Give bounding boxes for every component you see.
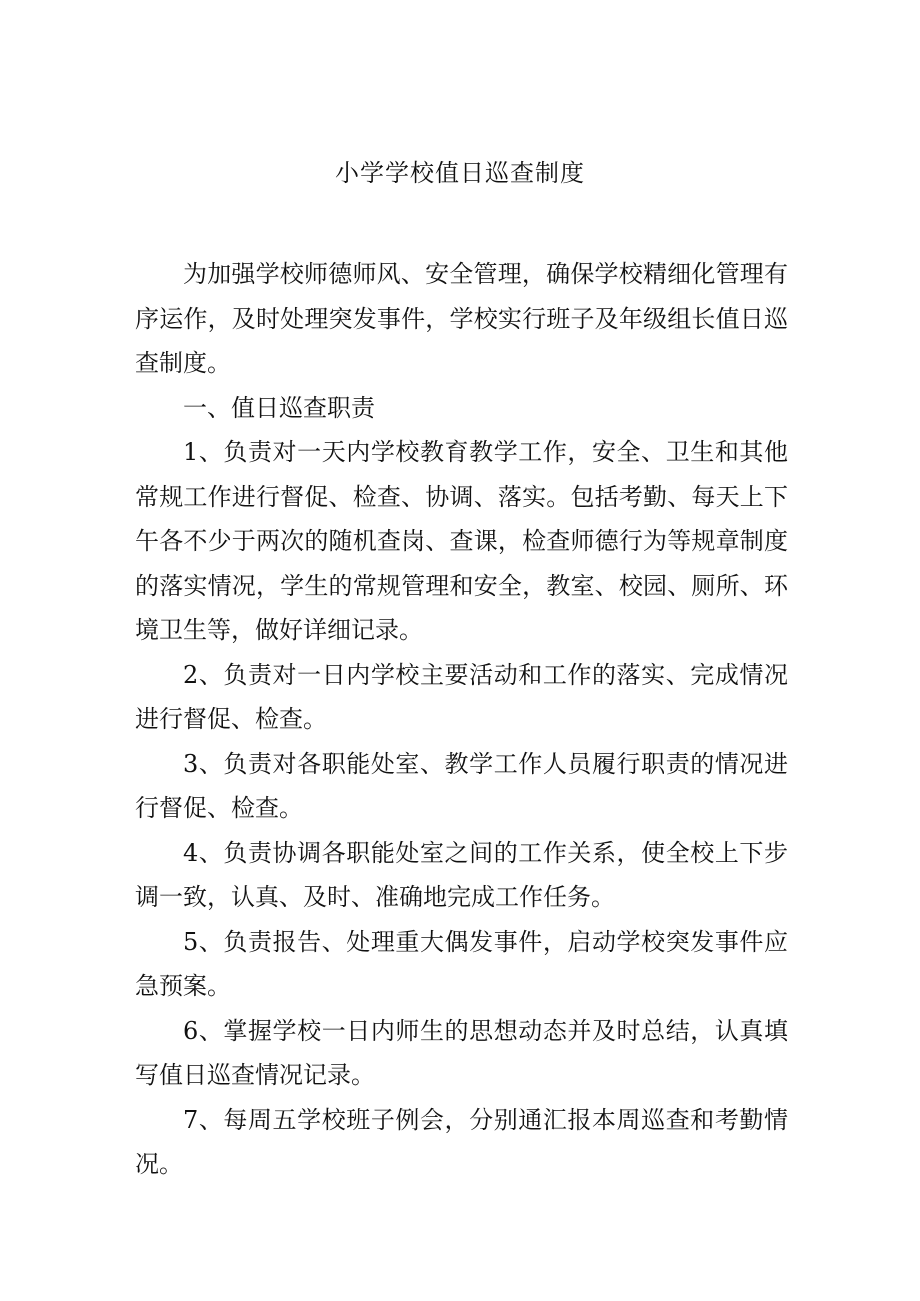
duty-item-5: 5、负责报告、处理重大偶发事件，启动学校突发事件应急预案。 (135, 927, 788, 1000)
document-title: 小学学校值日巡查制度 (335, 159, 585, 187)
duty-item-2: 2、负责对一日内学校主要活动和工作的落实、完成情况进行督促、检查。 (135, 660, 788, 733)
duty-item-6: 6、掌握学校一日内师生的思想动态并及时总结，认真填写值日巡查情况记录。 (135, 1016, 788, 1089)
document-body (135, 252, 788, 1187)
section-heading: 一、值日巡查职责 (183, 393, 375, 422)
duty-item-4: 4、负责协调各职能处室之间的工作关系，使全校上下步调一致，认真、及时、准确地完成工作任务。 (135, 838, 788, 911)
duty-item-7: 7、每周五学校班子例会，分别通汇报本周巡查和考勤情况。 (135, 1105, 788, 1178)
duty-item-1: 1、负责对一天内学校教育教学工作，安全、卫生和其他常规工作进行督促、检查、协调、落实。包括考勤、每天上下午各不少于两次的随机查岗、查课，检查师德行为等规章制度的落实情况，学生的常规管理和安全，教室、校园、厕所、环境卫生等，做好详细记录。 (135, 438, 788, 644)
duty-item-3: 3、负责对各职能处室、教学工作人员履行职责的情况进行督促、检查。 (135, 749, 788, 822)
intro-paragraph: 为加强学校师德师风、安全管理，确保学校精细化管理有序运作，及时处理突发事件，学校实行班子及年级组长值日巡查制度。 (135, 260, 788, 377)
